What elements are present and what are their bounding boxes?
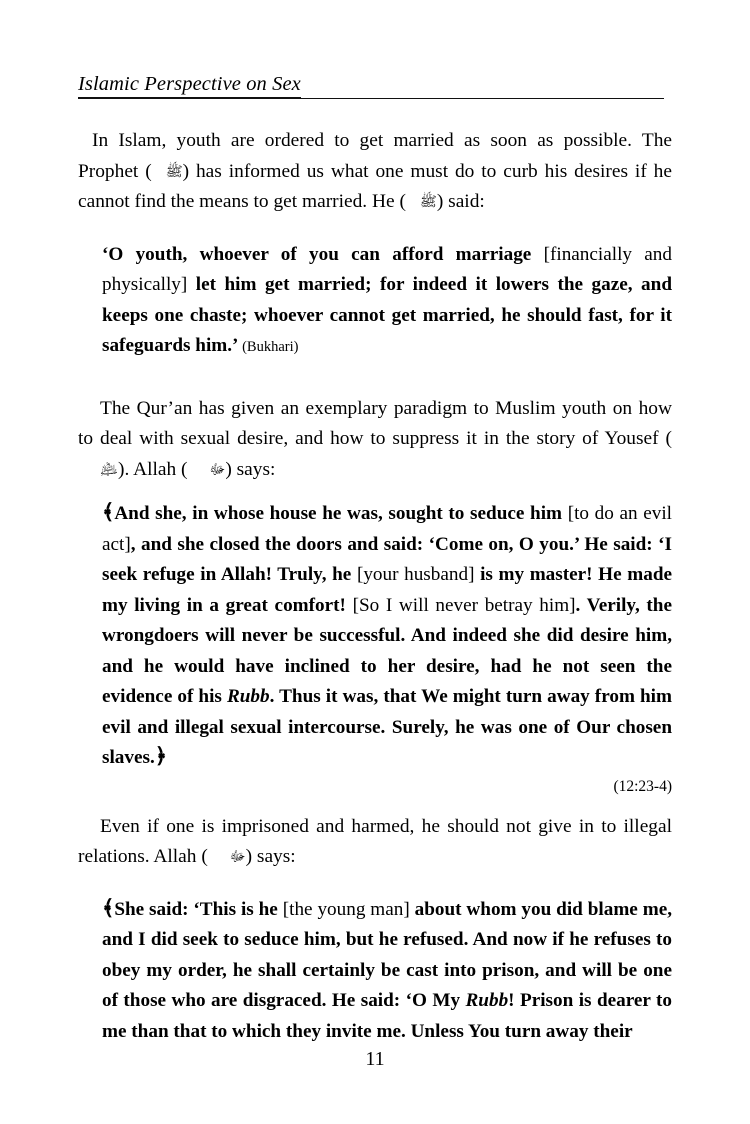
paragraph-quran-intro bbox=[78, 394, 672, 486]
paragraph-prison-text-1: Even if one is imprisoned and harmed, he should not give in to illegal relations. Allah ( bbox=[78, 815, 672, 867]
paragraph-intro-text-1: In Islam, youth are ordered to get married as soon as possible. The Prophet ( bbox=[78, 130, 672, 182]
hadith-bracket-1: [financially and physically] bbox=[102, 243, 672, 295]
quran-bold-1: And she, in whose house he was, sought to seduce him bbox=[114, 503, 568, 524]
quran2-bold-2: about whom you did blame me, and I did seek to seduce him, but he refused. And now if he refuses to obey my order, he shall certainly be cast into prison, and will be one of those who are disgraced. He said: ‘O My bbox=[102, 898, 673, 1011]
page-content bbox=[78, 72, 672, 1047]
paragraph-intro bbox=[78, 126, 672, 218]
ornate-open-bracket-icon: ﴾ bbox=[102, 500, 115, 524]
ornate-open-bracket-icon: ﴾ bbox=[102, 895, 115, 920]
honorific-jalla-jalaluhu-icon: ﷻ bbox=[209, 461, 226, 478]
honorific-sallallahu-icon: ﷺ bbox=[419, 194, 437, 210]
hadith-attribution: (Bukhari) bbox=[238, 339, 299, 355]
quran-bold-4: . Verily, the wrongdoers will never be successful. And indeed she did desire him, and he would have inclined to her desire, had he not seen the evidence of his bbox=[102, 594, 672, 707]
spacer bbox=[78, 485, 672, 499]
quran-bracket-3: [So I will never betray him] bbox=[352, 594, 576, 616]
blockquote-quran-yousef bbox=[102, 499, 672, 774]
quran-bracket-1: [to do an evil act] bbox=[102, 503, 672, 555]
ornate-close-bracket-icon: ﴿ bbox=[154, 744, 168, 768]
paragraph-quran-text-1: The Qur’an has given an exemplary paradigm to Muslim youth on how to deal with sexual desire, and how to suppress it in the story of Yousef ( bbox=[78, 397, 672, 449]
running-header-title: Islamic Perspective on Sex bbox=[78, 72, 301, 98]
quran2-bold-1: She said: ‘This is he bbox=[114, 898, 283, 920]
spacer bbox=[78, 218, 672, 240]
honorific-alayhis-salam-icon: ﵇ bbox=[100, 461, 119, 478]
quran2-bold-3: ! Prison is dearer to me than that to which they invite me. Unless You turn away their bbox=[102, 990, 673, 1042]
paragraph-intro-text-2: ) has informed us what one must do to curb his desires if he cannot find the means to get married. He ( bbox=[78, 160, 672, 212]
spacer bbox=[78, 873, 672, 895]
header-rule bbox=[78, 98, 664, 99]
quran-bold-5: . Thus it was, that We might turn away from him evil and illegal sexual intercourse. Surely, he was one of Our chosen slaves. bbox=[102, 686, 672, 768]
paragraph-quran-text-3: ) says: bbox=[225, 458, 276, 480]
paragraph-prison-text-2: ) says: bbox=[245, 846, 296, 867]
blockquote-hadith bbox=[102, 240, 672, 363]
running-header bbox=[78, 72, 672, 106]
spacer bbox=[78, 798, 672, 812]
hadith-bold-1: ‘O youth, whoever of you can afford marriage bbox=[102, 243, 544, 265]
quran-bracket-2: [your husband] bbox=[356, 564, 475, 585]
blockquote-quran-prison bbox=[102, 895, 672, 1048]
honorific-sallallahu-icon: ﷺ bbox=[165, 163, 183, 180]
hadith-bold-2: let him get married; for indeed it lowers the gaze, and keeps one chaste; whoever cannot get married, he should fast, for it safeguards him.’ bbox=[102, 274, 672, 356]
spacer bbox=[78, 363, 672, 394]
quran2-italic-rubb: Rubb bbox=[465, 990, 509, 1011]
page-number: 11 bbox=[365, 1048, 385, 1070]
paragraph-prison-intro bbox=[78, 812, 672, 873]
paragraph-intro-text-3: ) said: bbox=[436, 191, 485, 212]
quran2-bracket-1: [the young man] bbox=[282, 898, 410, 920]
quran-citation: (12:23-4) bbox=[613, 777, 672, 795]
quran-italic-rubb: Rubb bbox=[226, 686, 270, 707]
quran-bold-2: , and she closed the doors and said: ‘Come on, O you.’ He said: ‘I seek refuge in Allah! Truly, he bbox=[102, 533, 672, 585]
quran-bold-3: is my master! He made my living in a great comfort! bbox=[102, 564, 673, 616]
paragraph-quran-text-2: ). Allah ( bbox=[118, 458, 188, 480]
honorific-jalla-jalaluhu-icon: ﷻ bbox=[229, 849, 246, 865]
